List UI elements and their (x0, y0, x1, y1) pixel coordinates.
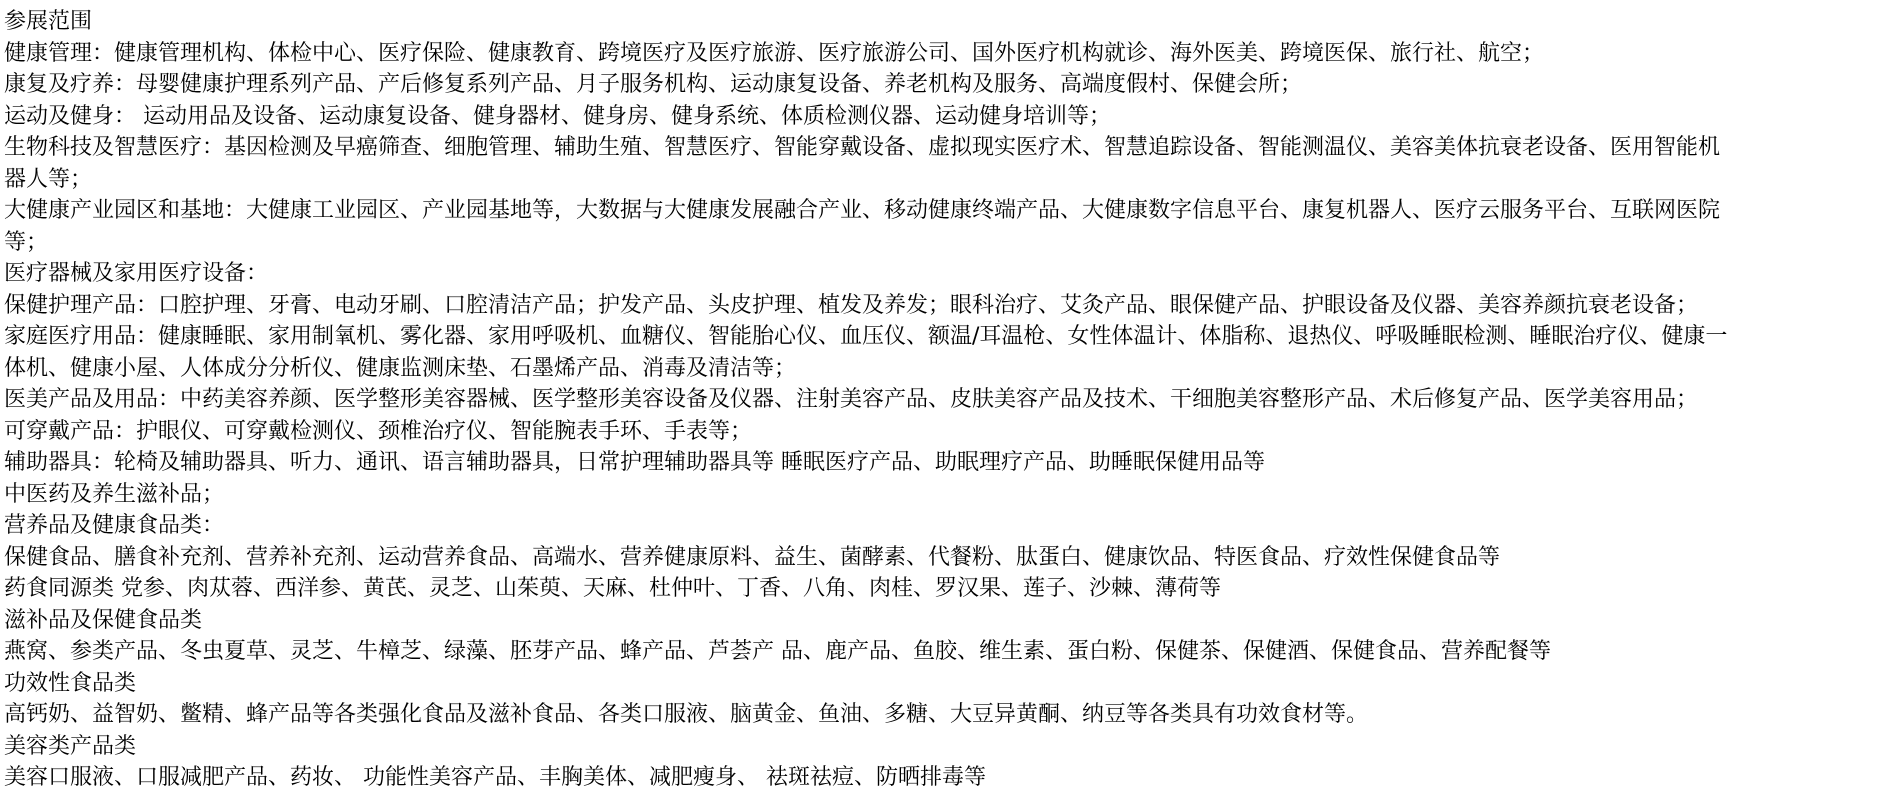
category-heading: 滋补品及保健食品类 (4, 607, 203, 633)
category-heading: 功效性食品类 (4, 670, 137, 696)
text-line: 医美产品及用品：中药美容养颜、医学整形美容器械、医学整形美容设备及仪器、注射美容产品、皮肤美容产品及技术、干细胞美容整形产品、术后修复产品、医学美容用品； (4, 387, 1699, 412)
text-line: 保健食品、膳食补充剂、营养补充剂、运动营养食品、高端水、营养健康原料、益生、菌酵素、代餐粉、肽蛋白、健康饮品、特医食品、疗效性保健食品等 (4, 544, 1501, 570)
text-line: 器人等； (4, 166, 93, 192)
category-heading: 医疗器械及家用医疗设备： (4, 261, 269, 286)
section-title: 参展范围 (4, 9, 93, 34)
category-heading: 营养品及健康食品类： (4, 513, 225, 538)
text-line: 等； (4, 229, 49, 255)
text-line: 生物科技及智慧医疗：基因检测及早癌筛查、细胞管理、辅助生殖、智慧医疗、智能穿戴设备、虚拟现实医疗术、智慧追踪设备、智能测温仪、美容美体抗衰老设备、医用智能机 (4, 135, 1721, 160)
text-line: 可穿戴产品：护眼仪、可穿戴检测仪、颈椎治疗仪、智能腕表手环、手表等； (4, 418, 753, 444)
category-heading: 美容类产品类 (4, 733, 137, 759)
text-line: 美容口服液、口服减肥产品、药妆、 功能性美容产品、丰胸美体、减肥瘦身、 祛斑祛痘、防晒排毒等 (4, 765, 986, 790)
text-line: 运动及健身： 运动用品及设备、运动康复设备、健身器材、健身房、健身系统、体质检测仪器、运动健身培训等； (4, 103, 1111, 129)
text-line: 康复及疗养：母婴健康护理系列产品、产后修复系列产品、月子服务机构、运动康复设备、养老机构及服务、高端度假村、保健会所； (4, 72, 1303, 97)
text-line: 高钙奶、益智奶、鳖精、蜂产品等各类强化食品及滋补食品、各类口服液、脑黄金、鱼油、多糖、大豆异黄酮、纳豆等各类具有功效食材等。 (4, 702, 1369, 727)
text-line: 药食同源类 党参、肉苁蓉、西洋参、黄芪、灵芝、山茱萸、天麻、杜仲叶、丁香、八角、肉桂、罗汉果、莲子、沙棘、薄荷等 (4, 576, 1221, 601)
text-line: 家庭医疗用品：健康睡眠、家用制氧机、雾化器、家用呼吸机、血糖仪、智能胎心仪、血压仪、额温/耳温枪、女性体温计、体脂称、退热仪、呼吸睡眠检测、睡眠治疗仪、健康一 (4, 324, 1728, 349)
category-heading: 中医药及养生滋补品； (4, 481, 225, 507)
text-line: 体机、健康小屋、人体成分分析仪、健康监测床垫、石墨烯产品、消毒及清洁等； (4, 355, 797, 381)
text-line: 辅助器具：轮椅及辅助器具、听力、通讯、语言辅助器具，日常护理辅助器具等 睡眠医疗产品、助眠理疗产品、助睡眠保健用品等 (4, 450, 1265, 475)
text-line: 健康管理：健康管理机构、体检中心、医疗保险、健康教育、跨境医疗及医疗旅游、医疗旅游公司、国外医疗机构就诊、海外医美、跨境医保、旅行社、航空； (4, 40, 1545, 66)
text-line: 保健护理产品：口腔护理、牙膏、电动牙刷、口腔清洁产品；护发产品、头皮护理、植发及养发；眼科治疗、艾灸产品、眼保健产品、护眼设备及仪器、美容养颜抗衰老设备； (4, 292, 1699, 318)
text-line: 燕窝、参类产品、冬虫夏草、灵芝、牛樟芝、绿藻、胚芽产品、蜂产品、芦荟产 品、鹿产品、鱼胶、维生素、蛋白粉、保健茶、保健酒、保健食品、营养配餐等 (4, 639, 1551, 664)
text-line: 大健康产业园区和基地：大健康工业园区、产业园基地等，大数据与大健康发展融合产业、移动健康终端产品、大健康数字信息平台、康复机器人、医疗云服务平台、互联网医院 (4, 198, 1721, 223)
